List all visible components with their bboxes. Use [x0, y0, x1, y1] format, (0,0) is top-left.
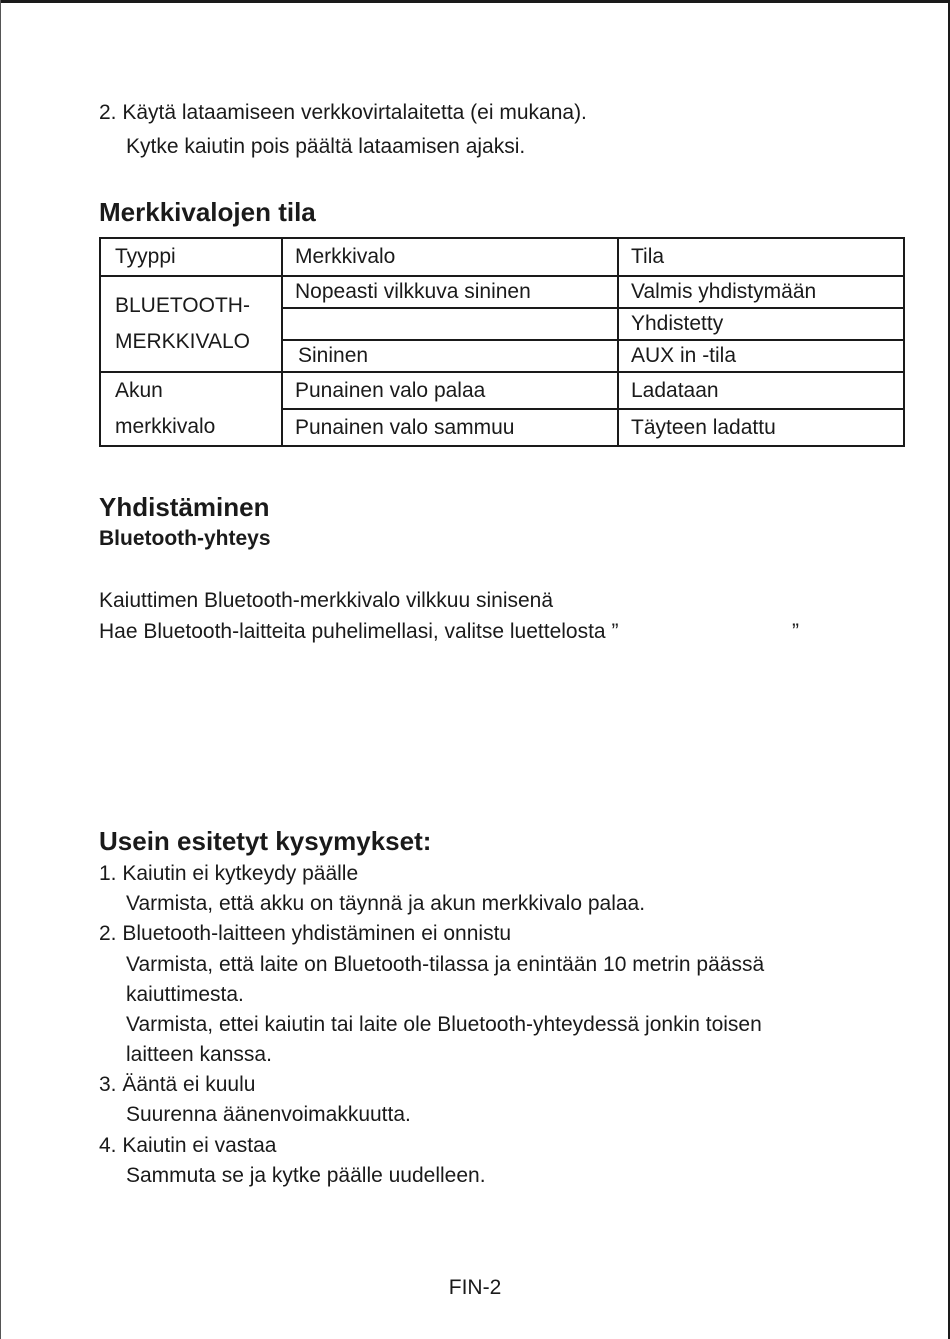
state-cell: Täyteen ladattu: [618, 409, 904, 446]
table-row: [100, 276, 904, 308]
page-left-border: [0, 0, 1, 1339]
light-cell: Punainen valo palaa: [282, 372, 618, 409]
faq-answer-2a-cont: kaiuttimesta.: [126, 983, 244, 1006]
indicator-status-table: [99, 237, 905, 447]
light-cell: [282, 308, 618, 340]
state-cell: Valmis yhdistymään: [618, 276, 904, 308]
type-battery-indicator: [100, 372, 282, 446]
type-bluetooth-line1: BLUETOOTH-: [115, 294, 250, 317]
intro-step-2: 2. Käytä lataamiseen verkkovirtalaitetta (ei mukana).: [99, 101, 587, 124]
page-top-border: [0, 0, 950, 3]
light-cell: [282, 340, 618, 372]
type-battery-line2: merkkivalo: [115, 415, 216, 438]
connect-step-search: Hae Bluetooth-laitteita puhelimellasi, valitse luettelosta ”: [99, 620, 619, 643]
page-number: FIN-2: [448, 1276, 502, 1299]
type-bluetooth-indicator: [100, 276, 282, 372]
light-cell-text: Sininen: [298, 344, 369, 367]
light-cell: Punainen valo sammuu: [282, 409, 618, 446]
faq-question-1: 1. Kaiutin ei kytkeydy päälle: [99, 862, 359, 885]
table-header-row: [100, 238, 904, 276]
faq-section-title: Usein esitetyt kysymykset:: [99, 826, 432, 856]
state-cell: Ladataan: [618, 372, 904, 409]
faq-question-4: 4. Kaiutin ei vastaa: [99, 1134, 277, 1157]
faq-question-2: 2. Bluetooth-laitteen yhdistäminen ei onnistu: [99, 922, 512, 945]
faq-answer-2b-cont: laitteen kanssa.: [126, 1043, 272, 1066]
faq-answer-1: Varmista, että akku on täynnä ja akun merkkivalo palaa.: [126, 892, 646, 915]
faq-answer-3: Suurenna äänenvoimakkuutta.: [126, 1103, 411, 1126]
connect-section-title: Yhdistäminen: [99, 492, 270, 522]
connect-step-blink: Kaiuttimen Bluetooth-merkkivalo vilkkuu sinisenä: [99, 589, 554, 612]
state-cell: Yhdistetty: [618, 308, 904, 340]
table-row: [100, 372, 904, 409]
faq-question-3: 3. Ääntä ei kuulu: [99, 1073, 256, 1096]
connect-step-close-quote: ”: [792, 620, 799, 643]
faq-answer-2b: Varmista, ettei kaiutin tai laite ole Bluetooth-yhteydessä jonkin toisen: [126, 1013, 762, 1036]
faq-answer-2a: Varmista, että laite on Bluetooth-tilassa ja enintään 10 metrin päässä: [126, 953, 765, 976]
connect-section-subtitle: Bluetooth-yhteys: [99, 527, 271, 550]
intro-step-2-note: Kytke kaiutin pois päältä lataamisen ajaksi.: [126, 135, 526, 158]
header-light: Merkkivalo: [282, 238, 618, 276]
type-bluetooth-line2: MERKKIVALO: [115, 330, 250, 353]
indicator-section-title: Merkkivalojen tila: [99, 197, 316, 227]
light-cell: Nopeasti vilkkuva sininen: [282, 276, 618, 308]
faq-answer-4: Sammuta se ja kytke päälle uudelleen.: [126, 1164, 486, 1187]
state-cell: AUX in -tila: [618, 340, 904, 372]
header-state: Tila: [618, 238, 904, 276]
type-battery-line1: Akun: [115, 379, 163, 402]
header-type: Tyyppi: [100, 238, 282, 276]
